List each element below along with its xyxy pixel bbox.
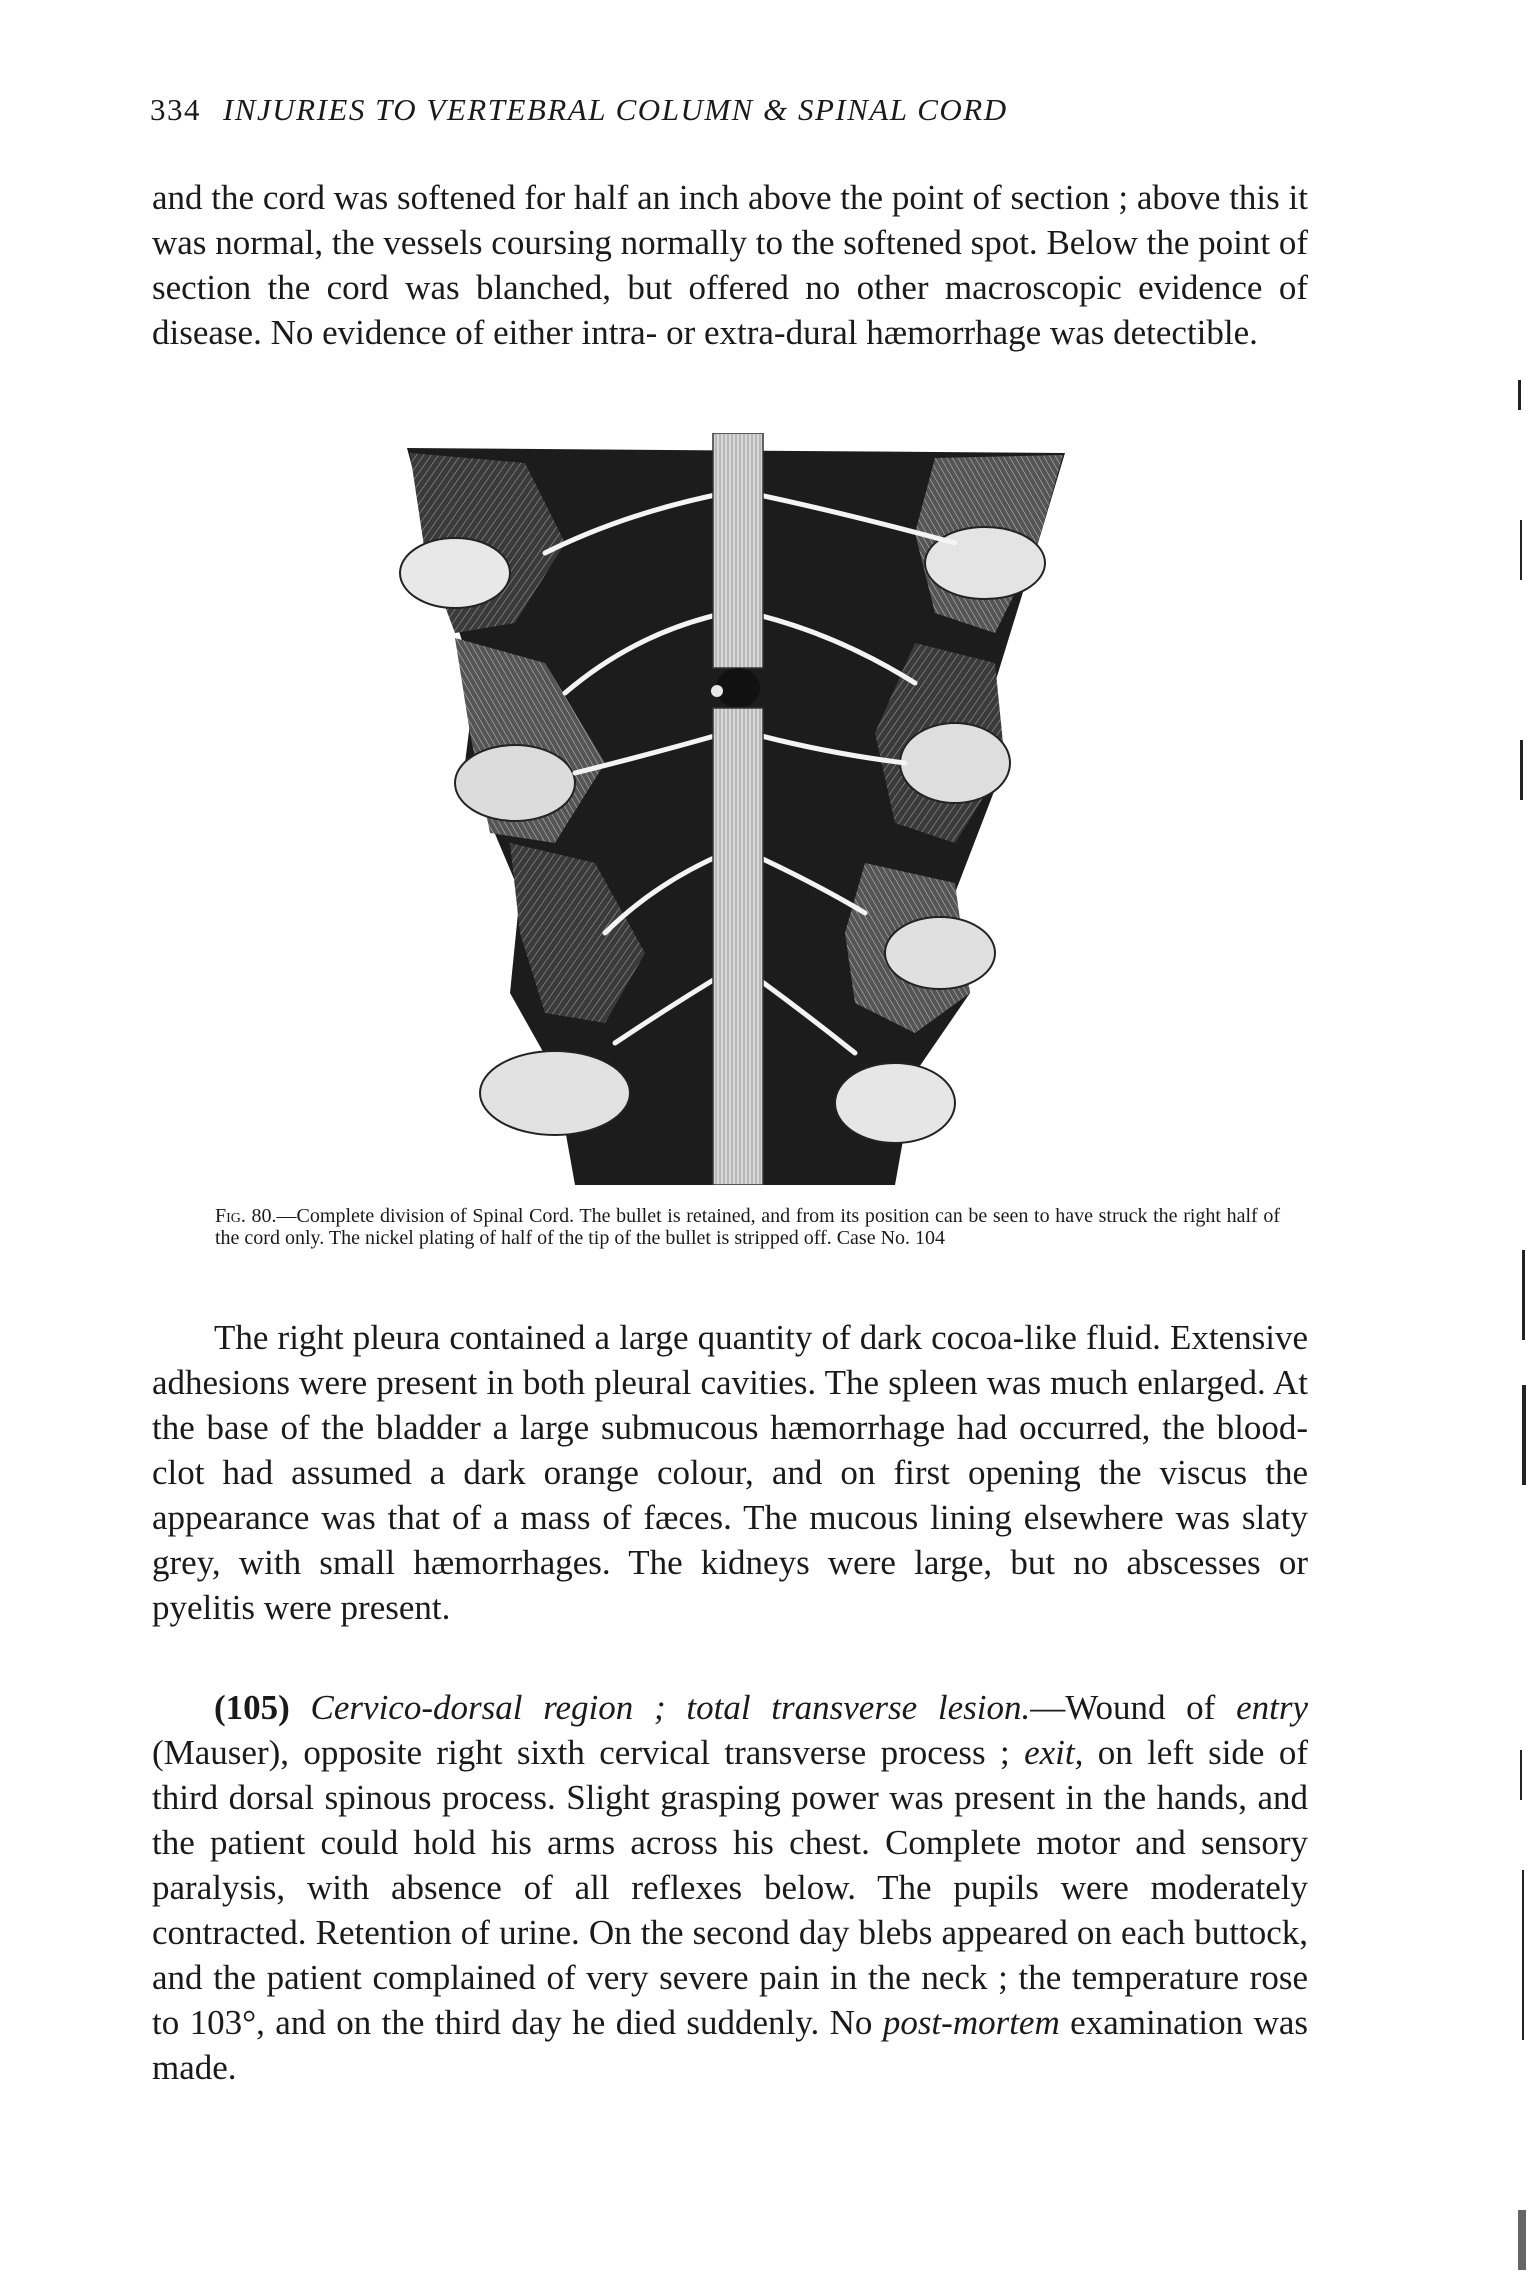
margin-mark xyxy=(1522,1870,1524,2040)
case-text-4: examination was made. xyxy=(152,2003,1308,2087)
margin-mark xyxy=(1518,380,1521,410)
left-vertebra-3 xyxy=(480,1051,630,1135)
paragraph-continuation: and the cord was softened for half an inch above the point of section ; above this it was normal, the vessels coursing normally to the softened spot. Below the point of section the cord was blanched, but offered no other macroscopic evidence of disease. No evidence of either intra- or extra-dural hæmorrhage was detectible. xyxy=(152,178,1308,352)
entry-word: entry xyxy=(1236,1688,1308,1727)
spinal-cord-illustration xyxy=(395,433,1080,1185)
caption-label: Fig. 80. xyxy=(215,1205,277,1227)
right-vertebra-3 xyxy=(885,917,995,989)
page-number: 334 xyxy=(150,92,201,127)
margin-mark xyxy=(1520,740,1523,800)
running-header xyxy=(150,92,1310,128)
bullet-fragment xyxy=(711,685,723,697)
spinal-cord-figure xyxy=(395,433,1080,1185)
postmortem-word: post-mortem xyxy=(882,2003,1060,2042)
paragraph-case-105 xyxy=(152,1685,1308,2090)
case-number: (105) xyxy=(214,1688,290,1727)
paragraph-pleura: The right pleura contained a large quantity of dark cocoa-like fluid. Extensive adhesions were present in both pleural cavities. The spleen was much enlarged. At the base of the bladder a large submucous hæmorrhage had occurred, the blood-clot had assumed a dark orange colour, and on first opening the viscus the appearance was that of a mass of fæces. The mucous lining elsewhere was slaty grey, with small hæmorrhages. The kidneys were large, but no abscesses or pyelitis were present. xyxy=(152,1318,1308,1627)
case-text-2: (Mauser), opposite right sixth cervical transverse process ; xyxy=(152,1733,1025,1772)
case-text-3: on left side of third dorsal spinous process. Slight grasping power was present in the hands, and the patient could hold his arms across his chest. Complete motor and sensory paralysis, with absence of all reflexes below. The pupils were moderately contracted. Retention of urine. On the second day blebs appeared on each buttock, and the patient complained of very severe pain in the neck ; the temperature rose to 103°, and on the third day he died suddenly. No xyxy=(152,1733,1308,2042)
margin-mark xyxy=(1518,2210,1526,2270)
caption-text: —Complete division of Spinal Cord. The bullet is retained, and from its position can be seen to have struck the right half of the cord only. The nickel plating of half of the tip of the bullet is stripped off. Case No. 104 xyxy=(215,1205,1280,1249)
margin-mark xyxy=(1522,1385,1526,1485)
cord-lower-segment xyxy=(713,708,763,1185)
cord-division-gap xyxy=(716,668,760,708)
case-text-1: —Wound of xyxy=(1030,1688,1237,1727)
exit-word: exit, xyxy=(1024,1733,1084,1772)
margin-mark xyxy=(1520,1750,1522,1800)
margin-mark xyxy=(1520,520,1522,580)
cord-upper-segment xyxy=(713,433,763,668)
right-vertebra-2 xyxy=(900,723,1010,803)
running-title: INJURIES TO VERTEBRAL COLUMN & SPINAL CORD xyxy=(223,92,1008,127)
left-vertebra-1 xyxy=(400,538,510,608)
right-vertebra-4 xyxy=(835,1063,955,1143)
case-region-title: Cervico-dorsal region ; total transverse lesion. xyxy=(310,1688,1031,1727)
figure-caption xyxy=(215,1205,1280,1249)
margin-mark xyxy=(1522,1250,1525,1340)
left-vertebra-2 xyxy=(455,745,575,821)
